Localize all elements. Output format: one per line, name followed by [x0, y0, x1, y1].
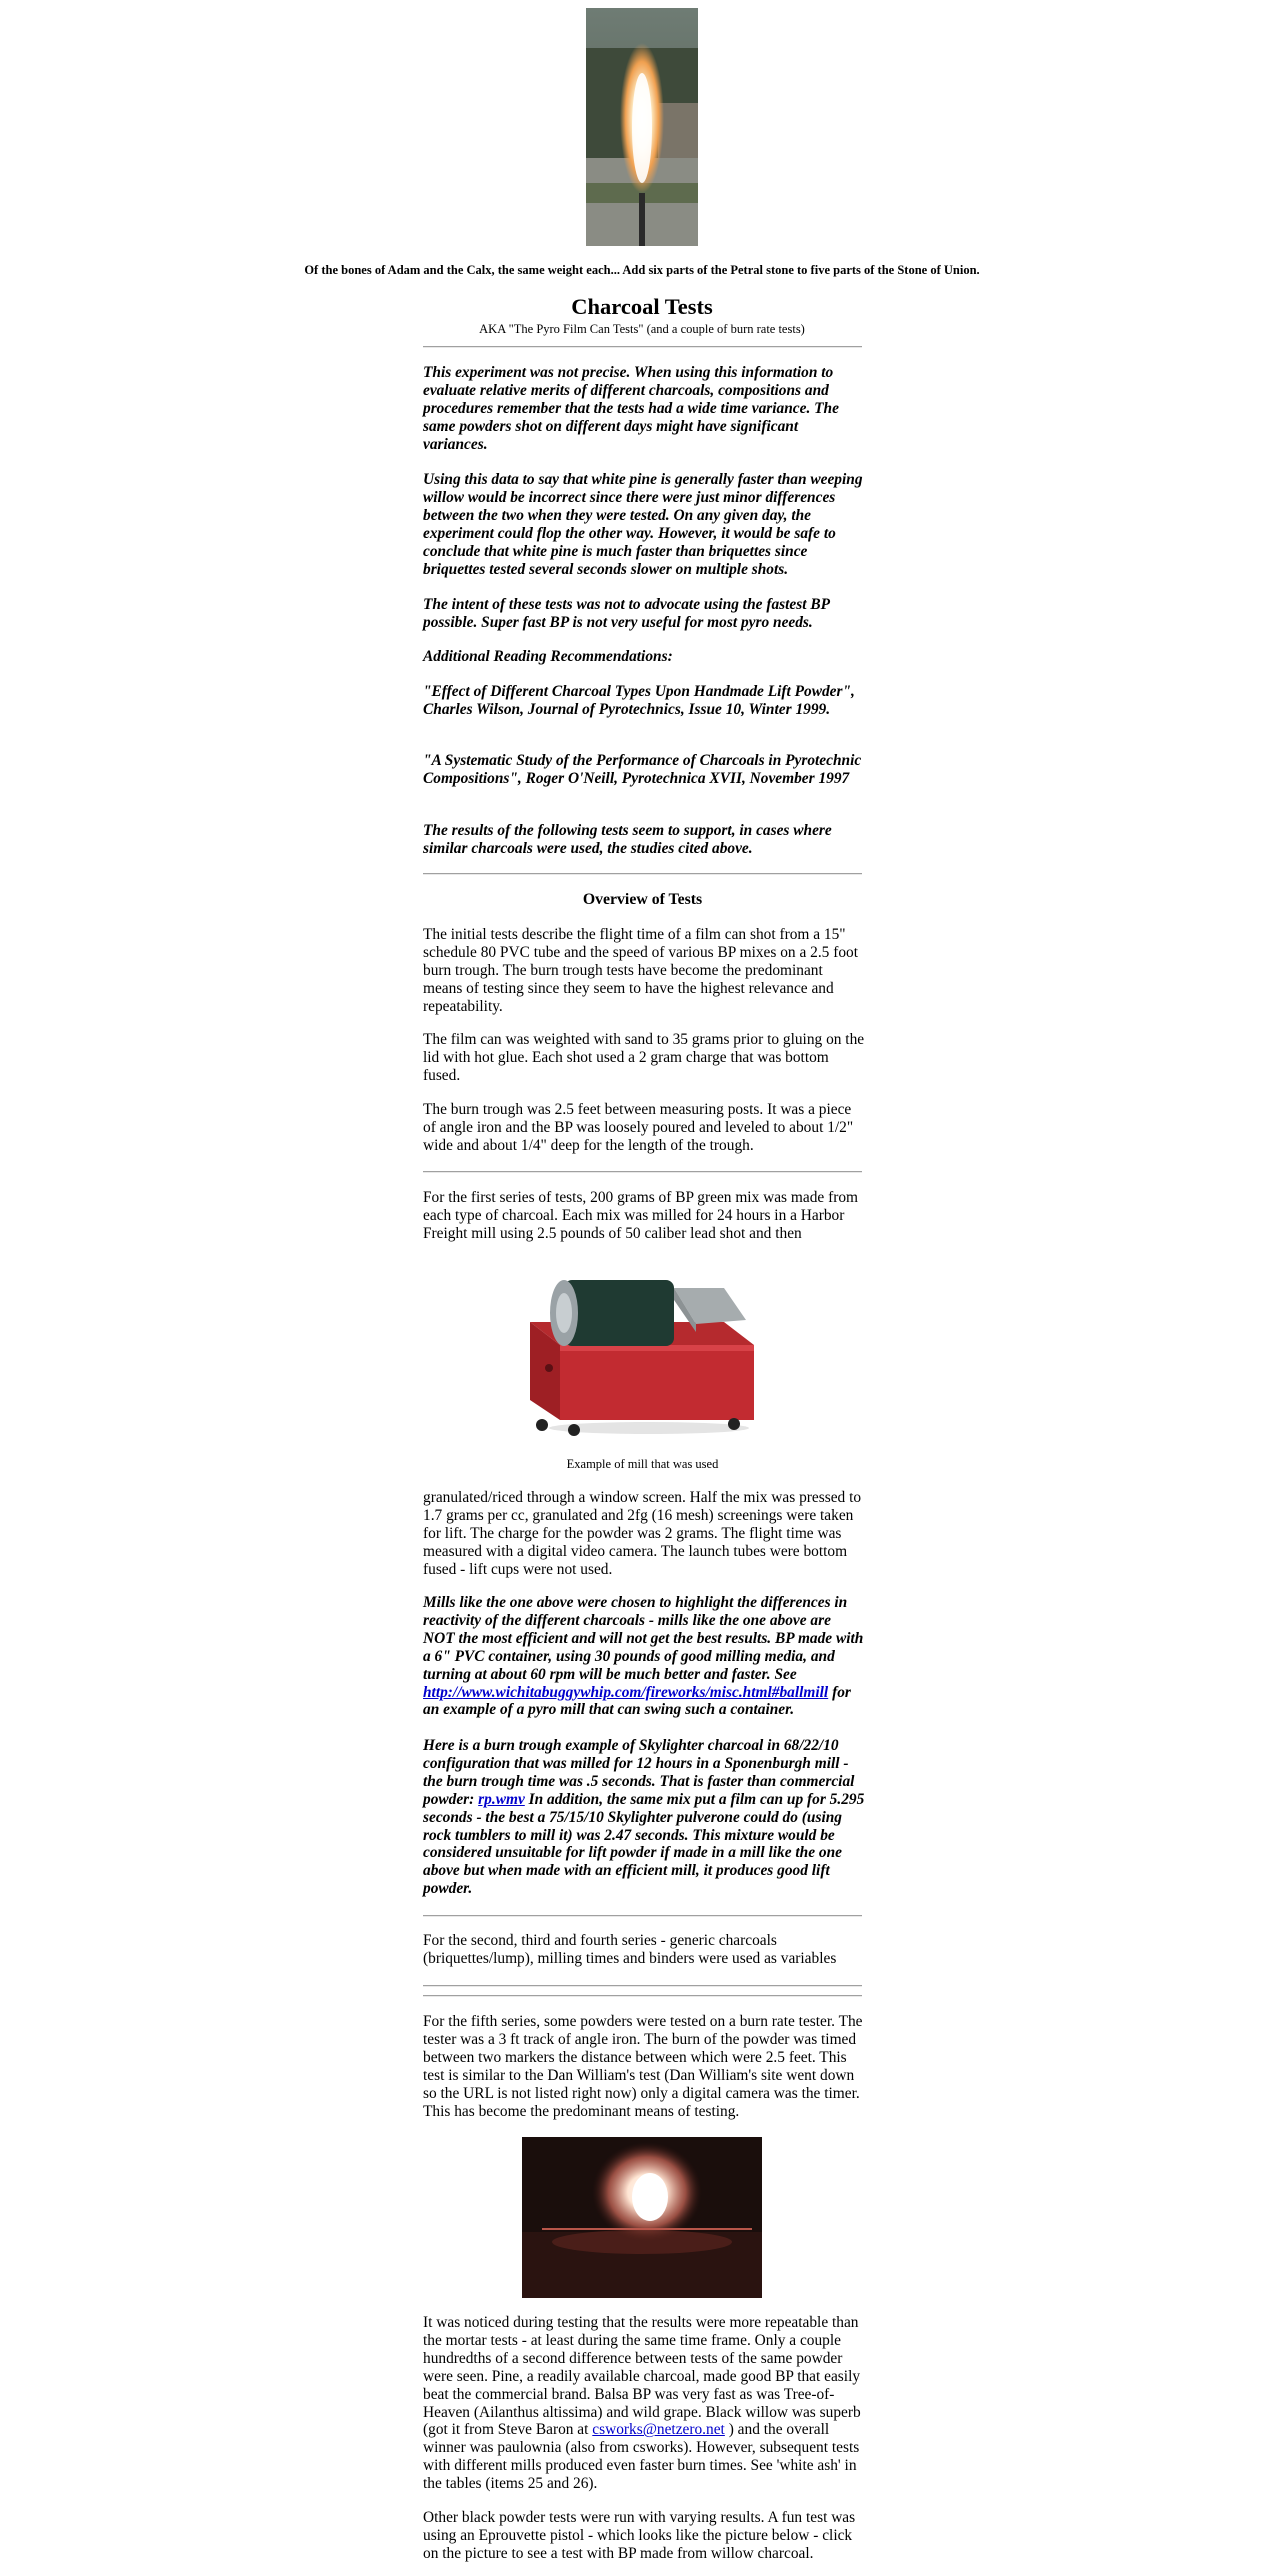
series5-paragraph: For the fifth series, some powders were tested on a burn rate tester. The tester was a 3 ft track of angle iron. The burn of the powder was timed between two markers the distance between which were 2.5 feet. This test is similar to the Dan William's test (Dan William's site went down so the URL is not listed right now) only a digital camera was the timer. This has become the predominant means of testing. — [423, 2013, 863, 2120]
burn-trough-graphic — [522, 2137, 762, 2298]
overview-paragraph: The initial tests describe the flight time of a film can shot from a 15" schedule 80 PVC tube and the speed of various BP mixes on a 2.5 foot burn trough. The burn trough tests have become the predominant means of testing since they seem to have the highest relevance and repeatability. — [423, 926, 859, 1015]
trough-example-text: In addition, the same mix put a film can up for 5.295 seconds - the best a 75/15/10 Skylighter pulverone could do (using rock tumblers to mill it) was 2.47 seconds. This mixture would be considered unsuitable for lift powder if made in a mill like the one above but when made with an efficient mill, it produces good lift powder. — [423, 1790, 865, 1898]
series5-results-text: It was noticed during testing that the results were more repeatable than the mortar tests - at least during the same time frame. Only a couple hundredths of a second difference between tests of the same powder were seen. Pine, a readily available charcoal, made good BP that easily beat the commercial brand. Balsa BP was very fast as was Tree-of-Heaven (Ailanthus altissima) and wild grape. Black willow was superb (got it from Steve Baron at — [423, 2314, 861, 2439]
overview-paragraph: The film can was weighted with sand to 35 grams prior to gluing on the lid with hot glue. Each shot used a 2 gram charge that was bottom fused. — [423, 1031, 865, 1084]
mill-caption: Example of mill that was used — [566, 1457, 719, 1471]
reading-heading: Additional Reading Recommendations: — [423, 648, 673, 665]
series5-results-text: ) and the overall winner was paulownia (also from csworks). However, subsequent tests with different mills produced even faster burn times. See 'white ash' in the tables (items 25 and 26). — [423, 2421, 860, 2493]
reading-reference: "A Systematic Study of the Performance of Charcoals in Pyrotechnic Compositions", Roger O'Neill, Pyrotechnica XVII, November 1997 — [423, 752, 862, 787]
divider — [423, 1915, 862, 1917]
csworks-email-link[interactable]: csworks@netzero.net — [592, 2421, 725, 2439]
divider — [423, 346, 862, 348]
mills-note-text: Mills like the one above were chosen to highlight the differences in reactivity of the different charcoals - mills like the one above are NOT the most efficient and will not get the best results. BP made with a 6" PVC container, using 30 pounds of good milling media, and turning at about 60 rpm will be much better and faster. See — [423, 1594, 864, 1683]
fountain-photo-graphic — [586, 8, 698, 246]
ball-mill-photo — [524, 1260, 760, 1440]
series5-results — [423, 2314, 865, 2493]
trough-example — [423, 1737, 865, 1898]
series1-paragraph: For the first series of tests, 200 grams of BP green mix was made from each type of charcoal. Each mix was milled for 24 hours in a Harbor Freight mill using 2.5 pounds of 50 caliber lead shot and then — [423, 1189, 858, 1242]
divider — [423, 1171, 862, 1173]
rp-wmv-link[interactable]: rp.wmv — [478, 1790, 525, 1808]
intro-paragraph: This experiment was not precise. When using this information to evaluate relative merits of different charcoals, compositions and procedures remember that the tests had a wide time variance. The same powders shot on different days might have significant variances. — [423, 364, 839, 453]
series1-paragraph: granulated/riced through a window screen. Half the mix was pressed to 1.7 grams per cc, granulated and 2fg (16 mesh) screenings were taken for lift. The charge for the powder was 2 grams. The flight time was measured with a digital video camera. The launch tubes were bottom fused - lift cups were not used. — [423, 1489, 862, 1578]
burn-trough-photo — [522, 2137, 762, 2298]
intro-paragraph: The intent of these tests was not to advocate using the fastest BP possible. Super fast BP is not very useful for most pyro needs. — [423, 596, 830, 631]
fountain-photo — [586, 8, 698, 246]
ballmill-link[interactable]: http://www.wichitabuggywhip.com/fireworks/misc.html#ballmill — [423, 1683, 829, 1701]
divider — [423, 873, 862, 875]
divider — [423, 1985, 862, 1987]
reading-reference: "Effect of Different Charcoal Types Upon Handmade Lift Powder", Charles Wilson, Journal of Pyrotechnics, Issue 10, Winter 1999. — [423, 683, 855, 718]
trough-example-text: Here is a burn trough example of Skylighter charcoal in 68/22/10 configuration that was milled for 12 hours in a Sponenburgh mill - the burn trough time was .5 seconds. That is faster than commercial powder: — [423, 1737, 855, 1808]
mills-note-text: for an example of a pyro mill that can swing such a container. — [423, 1683, 851, 1719]
motto: Of the bones of Adam and the Calx, the same weight each... Add six parts of the Petral stone to five parts of the Stone of Union. — [304, 263, 980, 277]
mills-note — [423, 1594, 865, 1719]
series2-paragraph: For the second, third and fourth series - generic charcoals (briquettes/lump), milling times and binders were used as variables — [423, 1932, 837, 1967]
intro-paragraph: Using this data to say that white pine is generally faster than weeping willow would be incorrect since there were just minor differences between the two when they were tested. On any given day, the experiment could flop the other way. However, it would be safe to conclude that white pine is much faster than briquettes since briquettes tested several seconds slower on multiple shots. — [423, 471, 863, 578]
ball-mill-graphic — [524, 1260, 760, 1440]
subtitle: AKA "The Pyro Film Can Tests" (and a couple of burn rate tests) — [479, 322, 805, 336]
overview-heading: Overview of Tests — [582, 891, 703, 908]
page-title: Charcoal Tests — [571, 294, 713, 319]
divider — [423, 1995, 862, 1997]
intro-paragraph: The results of the following tests seem to support, in cases where similar charcoals were used, the studies cited above. — [423, 822, 832, 857]
series5-other: Other black powder tests were run with varying results. A fun test was using an Eprouvette pistol - which looks like the picture below - click on the picture to see a test with BP made from willow charcoal. — [423, 2509, 856, 2562]
overview-paragraph: The burn trough was 2.5 feet between measuring posts. It was a piece of angle iron and the BP was loosely poured and leveled to about 1/2" wide and about 1/4" deep for the length of the trough. — [423, 1101, 854, 1154]
